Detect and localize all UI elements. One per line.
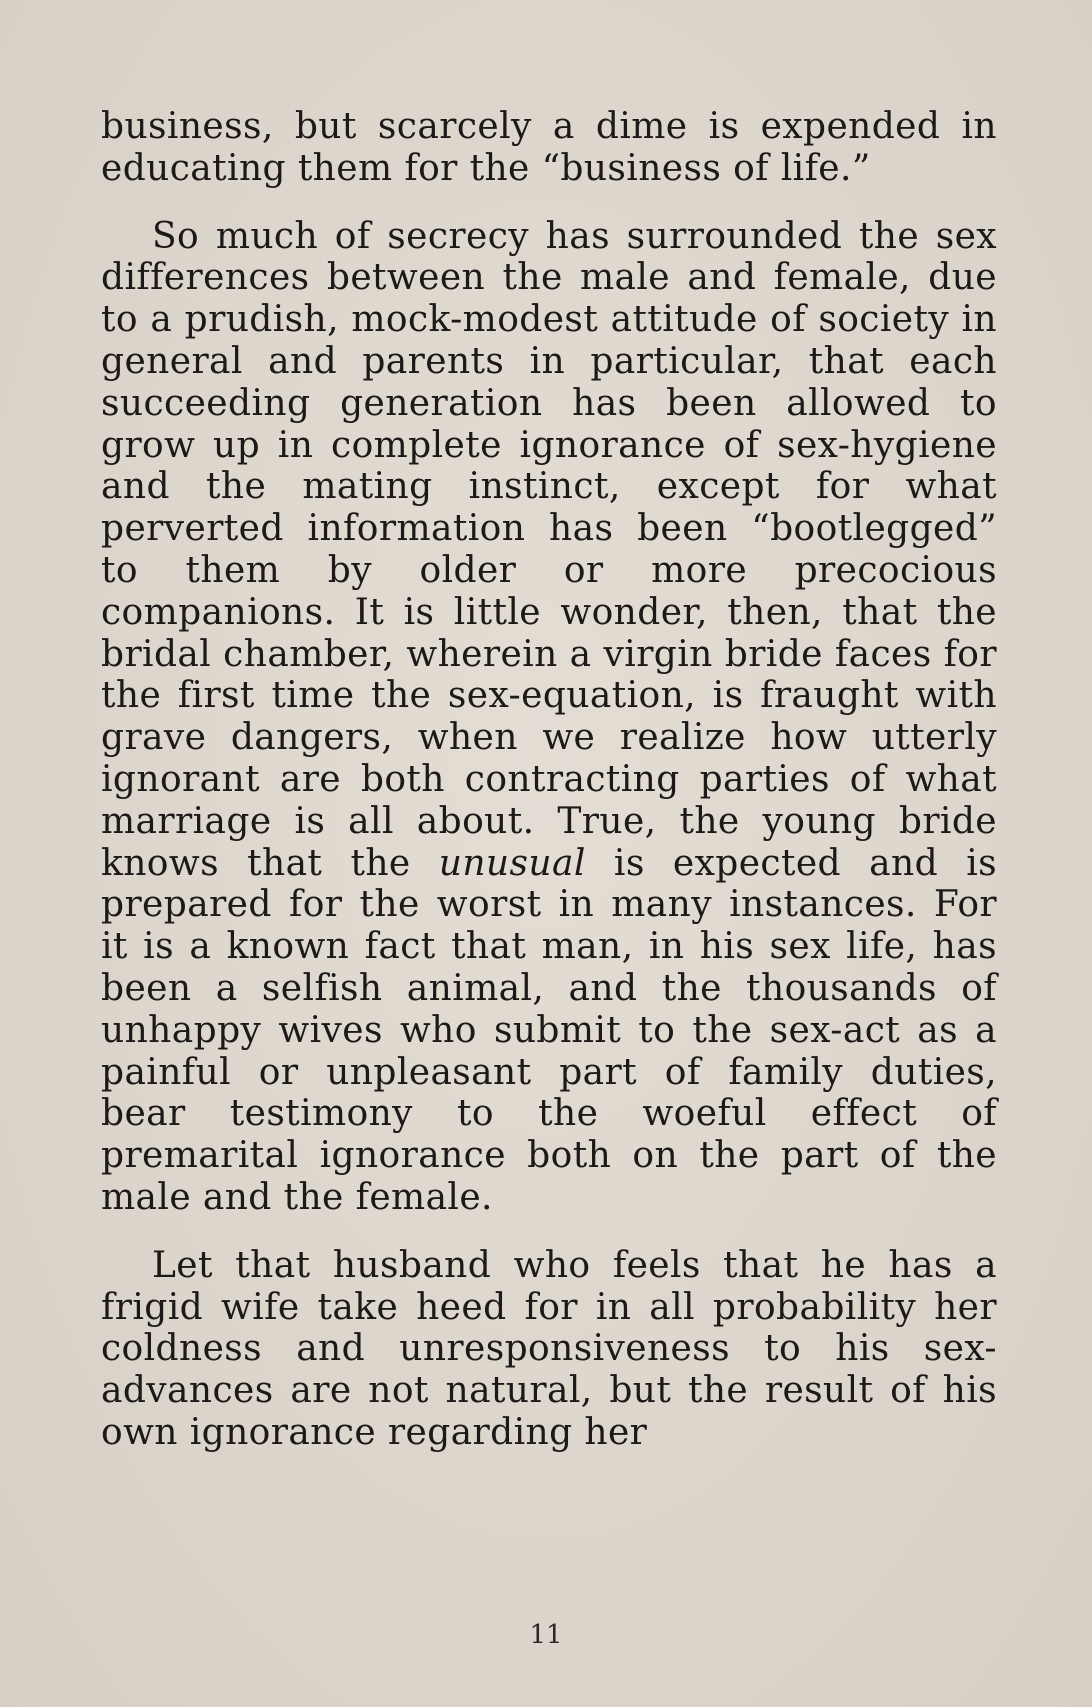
page-number: 11: [529, 1620, 563, 1650]
body-text: [101, 106, 997, 1454]
paragraph-2-text-end: is expected and is prepared for the worst in many instances. For it is a known fact that man, in his sex life, has been a selfish animal, and the thousands of unhappy wives who submit to the sex-act as a painful or unpleasant part of family duties, bear testimony to the woeful effect of premarital ignorance both on the part of the male and the female.: [101, 842, 997, 1218]
paragraph-1: [101, 106, 997, 190]
paragraph-1-text: business, but scarcely a dime is expended in educating them for the “business of life.”: [101, 106, 997, 189]
paragraph-2-text-start: So much of secrecy has surrounded the sex differences between the male and female, due to a prudish, mock-modest attitude of society in general and parents in particular, that each succeeding generation has been allowed to grow up in complete ignorance of sex-hygiene and the mating instinct, except for what perverted information has been “bootlegged” to them by older or more precocious companions. It is little wonder, then, that the bridal chamber, wherein a virgin bride faces for the first time the sex-equation, is fraught with grave dangers, when we realize how utterly ignorant are both contracting parties of what marriage is all about. True, the young bride knows that the: [101, 215, 997, 884]
paragraph-3: [101, 1245, 997, 1454]
paragraph-2: [101, 216, 997, 1219]
paragraph-3-text: Let that husband who feels that he has a frigid wife take heed for in all probability her coldness and unresponsiveness to his sex-advances are not natural, but the result of his own ignorance regarding her: [101, 1244, 997, 1453]
italic-word: unusual: [438, 842, 586, 884]
